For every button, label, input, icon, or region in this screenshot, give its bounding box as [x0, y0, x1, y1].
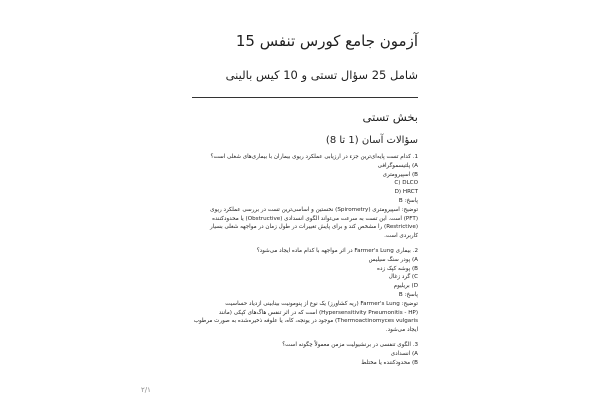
document-title: آزمون جامع کورس تنفس 15 [235, 32, 418, 50]
explanation-line: (Restrictive) را مشخص کند و برای پایش تغییرات در طول زمان در مواجهه شغلی بسیار [210, 224, 418, 231]
sub-section-title: سؤالات آسان (1 تا 8) [325, 135, 418, 146]
document-content [192, 22, 418, 367]
page-number: ۲/۱ [141, 386, 151, 394]
question-line: B) محدودکننده یا مختلط [361, 359, 418, 366]
question-line: B) اسپیرومتری [382, 171, 418, 178]
question-line: D) بریلیوم [393, 283, 418, 290]
question-block [192, 341, 418, 367]
document-subtitle: شامل 25 سؤال تستی و 10 کیس بالینی [225, 68, 418, 82]
explanation-line: (Hypersensitivity Pneumonitis - HP) است که در اثر تنفس هاگ‌های کپکی (مانند [218, 309, 418, 316]
explanation-line: توضیح: اسپیرومتری (Spirometry) نخستین و اساسی‌ترین تست در بررسی عملکرد ریوی [210, 206, 418, 213]
question-line: D) HRCT [394, 189, 418, 196]
explanation-line: توضیح: Farmer's Lung (ریه کشاورز) یک نوع از پنومونیت بینابینی ازدیاد حساسیت [225, 300, 418, 307]
question-line: C) DLCO [394, 180, 418, 187]
explanation-line: Thermoactinomyces vulgaris) موجود در یونجه، کاه، یا علوفه ذخیره‌شده به صورت مرطوب [193, 318, 418, 325]
question-line: A) پودر سنگ سیلیس [368, 256, 418, 263]
question-line: A) پلتیسموگرافی [377, 162, 418, 169]
question-stem: 3. الگوی تنفسی در برنشیولیت مزمن معمولاً چگونه است؟ [282, 341, 418, 348]
question-line: A) انسدادی [390, 350, 418, 357]
question-block [192, 247, 418, 335]
explanation-line: کاربردی است. [384, 233, 418, 240]
explanation-line: (PFT) است. این تست به سرعت می‌تواند الگوی انسدادی (Obstructive) یا محدودکننده [212, 215, 418, 222]
explanation-line: ایجاد می‌شود. [385, 327, 418, 334]
question-stem: 2. بیماری Farmer's Lung در اثر مواجهه با کدام ماده ایجاد می‌شود؟ [256, 247, 418, 254]
question-block [192, 153, 418, 241]
question-stem: 1. کدام تست پایه‌ای‌ترین جزء در ارزیابی عملکرد ریوی بیماران با بیماری‌های شغلی است؟ [210, 154, 418, 160]
divider [192, 97, 418, 98]
question-line: C) گرد زغال [388, 274, 418, 281]
section-title: بخش تستی [362, 110, 418, 124]
questions-list [192, 153, 418, 367]
question-line: پاسخ: B [398, 197, 418, 204]
question-line: B) پوشه کپک زده [377, 265, 418, 272]
question-line: پاسخ: B [398, 291, 418, 298]
